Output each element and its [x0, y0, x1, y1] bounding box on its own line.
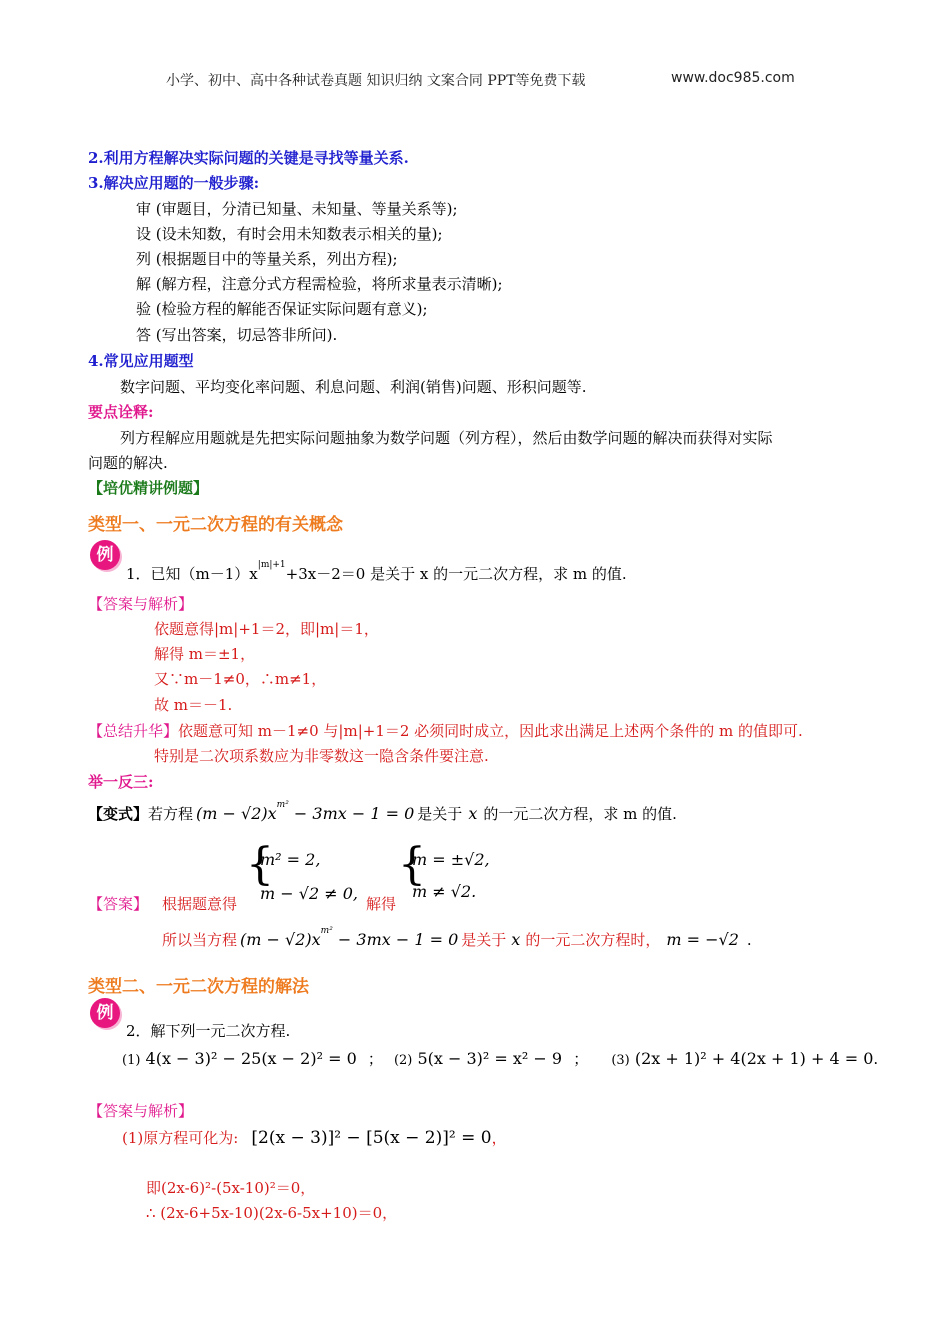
answer-line-3: 又∵m－1≠0，∴m≠1，: [154, 670, 327, 688]
point-3: 3.解决应用题的一般步骤:: [88, 174, 260, 192]
key-text-1: 列方程解应用题就是先把实际问题抽象为数学问题（列方程），然后由数学问题的解决而获得对实际: [120, 429, 773, 447]
step-lie: 列 (根据题目中的等量关系，列出方程);: [136, 250, 398, 268]
example-icon-2: 例: [90, 998, 120, 1028]
header-url[interactable]: www.doc985.com: [671, 70, 795, 86]
section-label: 【培优精讲例题】: [88, 479, 209, 497]
brace-left-1: {: [246, 839, 274, 890]
answer-text-2: 根据题意得: [162, 895, 238, 913]
solution-line-2: 即(2x-6)²-(5x-10)²＝0，: [146, 1179, 316, 1197]
system1-line2: m − √2 ≠ 0,: [260, 884, 358, 903]
system2-line2: m ≠ √2.: [412, 882, 477, 901]
conclusion: 所以当方程 $(m - √2)x^{m^2} - 3mx - 1 = 0$ 是关于 x 的一元二次方程时， m = −√2 .: [162, 926, 752, 949]
key-text-2: 问题的解决.: [88, 454, 168, 472]
conclusion-answer: m = −√2: [666, 930, 739, 949]
answer-line-4: 故 m＝－1.: [154, 696, 233, 714]
type1-title: 类型一、一元二次方程的有关概念: [88, 515, 343, 535]
summary-label: 【总结升华】: [88, 722, 179, 740]
solve-text: 解得: [366, 895, 397, 913]
header-text: 小学、初中、高中各种试卷真题 知识归纳 文案合同 PPT等免费下载: [166, 73, 586, 89]
summary: [88, 720, 803, 741]
point-2: 2.利用方程解决实际问题的关键是寻找等量关系.: [88, 149, 409, 167]
answer-line-1: 依题意得|m|+1＝2，即|m|＝1，: [154, 620, 379, 638]
step-jie: 解 (解方程，注意分式方程需检验，将所求量表示清晰);: [136, 275, 503, 293]
step-she: 设 (设未知数，有时会用未知数表示相关的量);: [136, 225, 443, 243]
point-4: 4.常见应用题型: [88, 352, 194, 370]
system2-line1: m = ±√2,: [412, 850, 490, 869]
answer-label-2: 【答案】: [88, 895, 149, 913]
question-1: 1．已知$(m-1)x^{|m|+1}+3x-2=0$ 是关于 x 的一元二次方程，求 m 的值.: [126, 560, 627, 583]
step-yan: 验 (检验方程的解能否保证实际问题有意义);: [136, 300, 428, 318]
equation-3: (2x + 1)² + 4(2x + 1) + 4 = 0: [634, 1049, 874, 1068]
question-2: 2．解下列一元二次方程.: [126, 1022, 291, 1040]
conclusion-equation: $(m - √2)x^{m^2} - 3mx - 1 = 0$: [240, 926, 459, 949]
brace-left-2: {: [398, 839, 426, 890]
variant-question: 【变式】若方程 $(m - √2)x^{m^2} - 3mx - 1 = 0$ 是关于 x 的一元二次方程，求 m 的值.: [88, 800, 677, 823]
system1-line1: m² = 2,: [260, 850, 321, 869]
equation-1: 4(x − 3)² − 25(x − 2)² = 0: [145, 1049, 357, 1068]
key-label: 要点诠释:: [88, 403, 154, 421]
summary-text-1: 依题意可知 m－1≠0 与|m|+1＝2 必须同时成立，因此求出满足上述两个条件的 m 的值即可.: [178, 722, 803, 740]
summary-text-2: 特别是二次项系数应为非零数这一隐含条件要注意.: [154, 747, 489, 765]
equation-2: 5(x − 3)² = x² − 9: [417, 1049, 563, 1068]
solution-line-1: (1)原方程可化为: [2(x − 3)]² − [5(x − 2)]² = 0，: [122, 1128, 507, 1148]
solution-equation-1: [2(x − 3)]² − [5(x − 2)]² = 0: [251, 1128, 492, 1148]
answer-label-1: 【答案与解析】: [88, 595, 194, 613]
answer-label-3: 【答案与解析】: [88, 1102, 194, 1120]
variant-label: 【变式】: [88, 805, 149, 823]
step-da: 答 (写出答案，切忌答非所问).: [136, 326, 338, 344]
example-icon: 例: [90, 540, 120, 570]
extend-label: 举一反三:: [88, 773, 154, 791]
solution-line-3: ∴ (2x-6+5x-10)(2x-6-5x+10)＝0，: [146, 1204, 398, 1222]
answer-line-2: 解得 m＝±1，: [154, 645, 256, 663]
step-shen: 审 (审题目，分清已知量、未知量、等量关系等);: [136, 200, 458, 218]
point-4-text: 数字问题、平均变化率问题、利息问题、利润(销售)问题、形积问题等.: [120, 378, 587, 396]
variant-equation: $(m - √2)x^{m^2} - 3mx - 1 = 0$: [196, 800, 415, 823]
equations-row: (1) 4(x − 3)² − 25(x − 2)² = 0 ； (2) 5(x − 3)² = x² − 9 ； (3) (2x + 1)² + 4(2x + 1) + 4 = 0.: [122, 1049, 879, 1068]
type2-title: 类型二、一元二次方程的解法: [88, 977, 309, 997]
